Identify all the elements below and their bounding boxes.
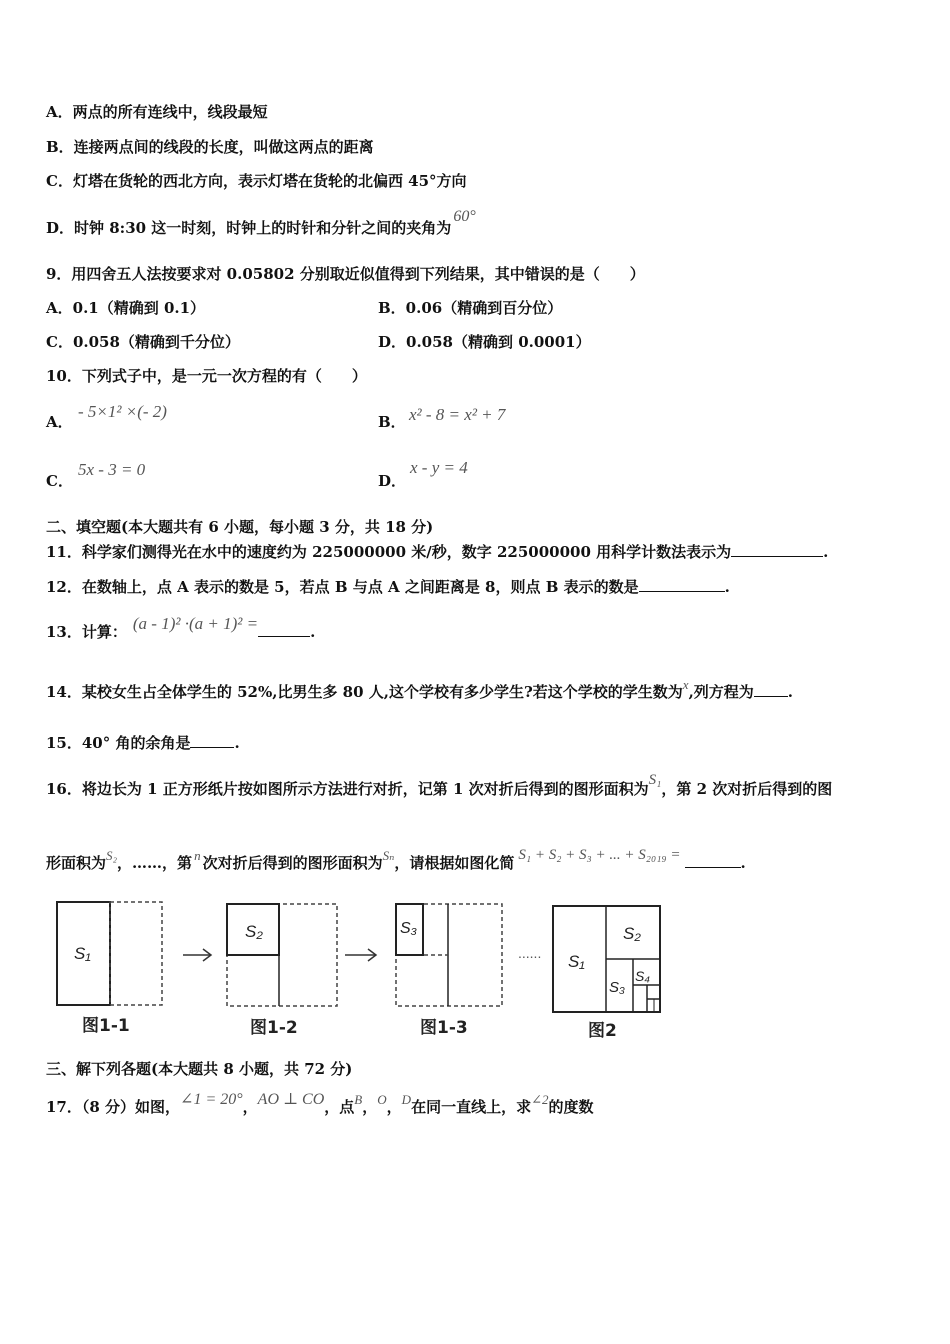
q16-part5: 次对折后得到的图形面积为	[202, 854, 383, 872]
q14-var: x	[682, 677, 689, 692]
figure-label-1-2: 图1-2	[250, 1018, 298, 1038]
q14-tail: ,列方程为	[688, 683, 754, 701]
q17-point-b: B	[354, 1092, 363, 1107]
q10-option-b-label: B．	[378, 413, 406, 431]
q14-answer-blank[interactable]	[754, 682, 788, 697]
q9-option-a: A．0.1（精确到 0.1）	[46, 299, 206, 317]
arrow-1	[183, 949, 211, 961]
q9-option-b: B．0.06（精确到百分位）	[378, 299, 563, 317]
q17-point-o: O	[377, 1092, 387, 1107]
figure-1-1	[57, 902, 162, 1005]
q16-part2: ，第 2 次对折后得到的图	[661, 780, 833, 798]
q9-option-c: C．0.058（精确到千分位）	[46, 333, 240, 351]
q16-part6: ，请根据如图化简	[394, 854, 515, 872]
q14: 14．某校女生占全体学生的 52%,比男生多 80 人,这个学校有多少学生?若这个学校的学生数为x,列方程为 .	[46, 677, 794, 701]
figure-label-2: 图2	[588, 1021, 617, 1041]
figure-label-1-1: 图1-1	[82, 1016, 130, 1036]
figure-1-3	[396, 904, 502, 1006]
q15-text: 15．40° 角的余角是	[46, 734, 191, 752]
q15-answer-blank[interactable]	[190, 733, 234, 748]
q17-point-d: D	[401, 1092, 412, 1107]
q16-line1	[46, 772, 833, 800]
q10-option-d-label: D．	[378, 472, 407, 490]
q10-option-c-label: C．	[46, 472, 73, 490]
q16-part4: ，……，第	[117, 854, 193, 872]
q12-text: 12．在数轴上，点 A 表示的数是 5，若点 B 与点 A 之间距离是 8，则点 B 表示的数是	[46, 578, 639, 596]
q11-answer-blank[interactable]	[731, 542, 823, 557]
q11-text: 11．科学家们测得光在水中的速度约为 225000000 米/秒，数字 225000000 用科学计数法表示为	[46, 543, 732, 561]
section3-heading: 三、解下列各题(本大题共 8 小题，共 72 分)	[46, 1060, 353, 1078]
q17-part4: 的度数	[548, 1098, 594, 1116]
q13: 13．计算： (a - 1)² ·(a + 1)² = .	[46, 614, 316, 641]
fig2-s1-label: S₁	[568, 952, 585, 971]
q17-part3: 在同一直线上，求	[411, 1098, 532, 1116]
q10-option-a-label: A．	[46, 413, 73, 431]
q8-option-d	[46, 208, 476, 239]
q16-part1: 16．将边长为 1 正方形纸片按如图所示方法进行对折，记第 1 次对折后得到的图形面积为	[46, 780, 649, 798]
fig2-s3-label: S₃	[609, 979, 625, 996]
q17-part2: ，点	[324, 1098, 355, 1116]
fig2-s2-label: S₂	[623, 924, 641, 943]
q17: 17．（8 分）如图，∠1 = 20°，AO ⊥ CO，点B，O，D在同一直线上，求∠2的度数	[46, 1091, 594, 1116]
section2-heading: 二、填空题(本大题共有 6 小题，每小题 3 分，共 18 分)	[46, 518, 434, 536]
q16-sum: S₁ + S₂ + S₃ + ... + S₂₀₁₉ =	[518, 847, 681, 863]
q16-n: n	[194, 848, 201, 863]
folding-figures	[50, 895, 670, 1045]
q16-s1: S₁	[648, 772, 662, 788]
q17-comma: ，	[242, 1098, 258, 1116]
q16-s2: S₂	[106, 848, 118, 863]
q8-option-a: A．两点的所有连线中，线段最短	[46, 103, 268, 121]
q10-option-a-math: - 5×1² ×(- 2)	[78, 402, 167, 421]
figure-ellipsis: ......	[518, 945, 542, 961]
q9-stem: 9．用四舍五人法按要求对 0.05802 分别取近似值得到下列结果，其中错误的是（ ）	[46, 265, 645, 283]
q12: 12．在数轴上，点 A 表示的数是 5，若点 B 与点 A 之间距离是 8，则点 B 表示的数是 .	[46, 578, 730, 596]
q11: 11．科学家们测得光在水中的速度约为 225000000 米/秒，数字 225000000 用科学计数法表示为 .	[46, 543, 829, 561]
q8-option-b: B．连接两点间的线段的长度，叫做这两点的距离	[46, 138, 374, 156]
q16-answer-blank[interactable]	[685, 853, 741, 868]
q17-angle1: ∠1 = 20°	[180, 1091, 243, 1108]
q15: 15．40° 角的余角是 .	[46, 734, 240, 752]
fig2-s4-label: S₄	[635, 968, 650, 984]
fig11-folded-rect	[110, 902, 162, 1005]
q17-perp: AO ⊥ CO	[257, 1091, 325, 1108]
figure-1-2	[227, 904, 337, 1006]
q14-text: 14．某校女生占全体学生的 52%,比男生多 80 人,这个学校有多少学生?若这个学校的学生数为	[46, 683, 683, 701]
q10-stem: 10．下列式子中，是一元一次方程的有（ ）	[46, 367, 367, 385]
q10-option-d-math: x - y = 4	[410, 458, 468, 477]
fig13-s3-label: S₃	[400, 920, 418, 937]
arrow-2	[345, 949, 376, 961]
q13-answer-blank[interactable]	[258, 622, 310, 637]
q17-part1: 17．（8 分）如图，	[46, 1098, 181, 1116]
q12-answer-blank[interactable]	[639, 577, 725, 592]
q13-math: (a - 1)² ·(a + 1)² =	[132, 614, 259, 633]
figure-label-1-3: 图1-3	[420, 1018, 468, 1038]
figure-2	[553, 906, 660, 1012]
q8-option-c: C．灯塔在货轮的西北方向，表示灯塔在货轮的北偏西 45°方向	[46, 172, 467, 190]
q10-option-b-math: x² - 8 = x² + 7	[409, 405, 506, 424]
q13-label: 13．计算：	[46, 623, 127, 641]
q16-part3: 形面积为	[46, 854, 107, 872]
q10-option-c-math: 5x - 3 = 0	[78, 460, 146, 479]
q8-option-d-text: D．时钟 8:30 这一时刻，时钟上的时针和分针之间的夹角为	[46, 219, 452, 237]
q9-option-d: D．0.058（精确到 0.0001）	[378, 333, 591, 351]
q16-sn: Sₙ	[382, 848, 395, 863]
q17-angle2: ∠2	[531, 1092, 549, 1107]
q16-line2: 形面积为S₂，……，第 n 次对折后得到的图形面积为Sₙ，请根据如图化简 S₁ + S₂ + S₃ + ... + S₂₀₁₉ = .	[46, 847, 746, 872]
q8-option-d-math: 60°	[453, 208, 476, 225]
fig11-s1-label: S₁	[74, 944, 91, 963]
fig12-s2-label: S₂	[245, 922, 263, 941]
